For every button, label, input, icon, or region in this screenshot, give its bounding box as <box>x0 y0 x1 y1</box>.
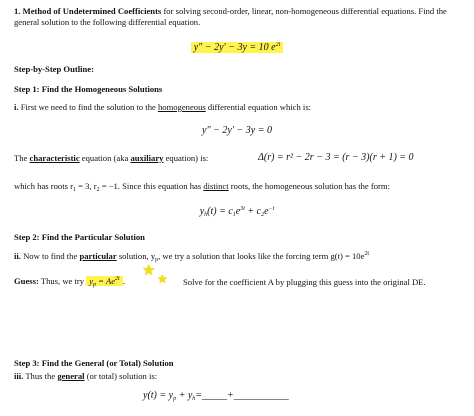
title-line1: for solving second-order, linear, non-homogeneous differential equations. Find the <box>163 6 447 16</box>
characteristic-equation: Δ(r) = r² − 2r − 3 = (r − 3)(r + 1) = 0 <box>258 152 414 163</box>
answer-blanks[interactable]: =_____+___________ <box>195 390 289 401</box>
main-equation: y″ − 2y′ − 3y = 10 $e^{2t}$ <box>191 42 284 53</box>
solve-instruction: Solve for the coefficient A by plugging this guess into the original DE. <box>183 277 426 287</box>
step3-heading: Step 3: Find the General (or Total) Solution <box>14 358 174 368</box>
guess-line: Guess: Thus, we try $y_p = Ae^{2t}$ . <box>14 276 125 288</box>
homogeneous-equation: y″ − 2y′ − 3y = 0 <box>202 125 272 136</box>
step1-i: i. First we need to find the solution to the homogeneous differential equation which is: <box>14 102 312 112</box>
problem-statement <box>14 6 464 28</box>
star-icon: ★ <box>142 263 156 279</box>
homogeneous-term: homogeneous <box>157 102 206 112</box>
guess-label: Guess: <box>14 276 39 286</box>
distinct-term: distinct <box>203 181 229 191</box>
general-term: general <box>57 371 85 381</box>
characteristic-line: The characteristic equation (aka auxiliary equation) is: <box>14 153 209 163</box>
step1-heading: Step 1: Find the Homogeneous Solutions <box>14 84 163 94</box>
auxiliary-term: auxiliary <box>130 153 164 163</box>
step2-heading: Step 2: Find the Particular Solution <box>14 232 145 242</box>
problem-number: 1. <box>14 6 21 16</box>
homogeneous-solution: $y_h(t) = c_1e^{3t} + c_2e^{-t}$ <box>199 206 275 218</box>
step3-iii: iii. Thus the general (or total) solution is: <box>14 371 158 381</box>
particular-term: particular <box>79 251 117 261</box>
outline-heading: Step-by-Step Outline: <box>14 64 94 74</box>
general-solution: $y(t) = y_p$ + $y_h=\_\_\_\_\_+\_\_\_\_\_\_\_\_\_\_\_$ <box>143 390 289 402</box>
step2-ii: ii. Now to find the particular solution, $y_p$, we try a solution that looks like the forcing term $g(t) = 10e^{2t}$ <box>14 251 370 263</box>
star-icon-small: ★ <box>157 272 168 286</box>
main-equation-row <box>0 37 474 55</box>
characteristic-term: characteristic <box>29 153 80 163</box>
roots-line: which has roots $r_1 = 3$, $r_2 = -1$. Since this equation has distinct roots, the homogeneous solution has the form: <box>14 181 390 193</box>
guess-expression: $y_p = Ae^{2t}$ <box>86 276 123 286</box>
title-line2: general solution to the following differential equation. <box>14 17 201 27</box>
method-title: Method of Undetermined Coefficients <box>22 6 162 16</box>
